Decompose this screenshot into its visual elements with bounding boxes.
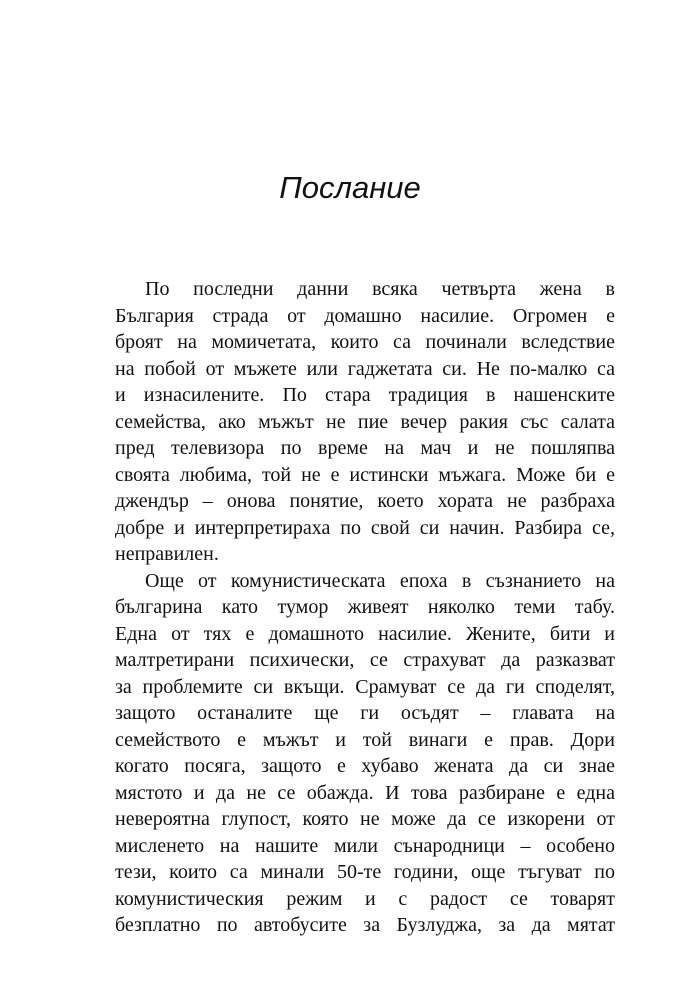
text-line: малтретирани психически, се страхуват да разказват: [115, 649, 615, 671]
text-line: джендър – онова понятие, което хората не разбраха: [115, 490, 615, 512]
text-line: комунистическия режим и с радост се товарят: [115, 887, 615, 910]
text-line: на побой от мъжете или гаджетата си. Не по-малко са: [115, 357, 615, 380]
body-text: [115, 276, 615, 939]
text-line: своята любима, той не е истински мъжага. Може би е: [115, 463, 615, 486]
text-line: Една от тях е домашното насилие. Жените, бити и: [115, 622, 615, 645]
text-line: семейството е мъжът и той винаги е прав. Дори: [115, 728, 615, 751]
paragraph-1: [115, 276, 615, 568]
text-line: защото останалите ще ги осъдят – главата на: [115, 702, 615, 724]
chapter-title: Послание: [279, 170, 421, 205]
text-line: добре и интерпретираха по свой си начин. Разбира се,: [115, 516, 615, 539]
text-line: и изнасилените. По стара традиция в нашенските: [115, 384, 615, 406]
text-line: когато посяга, защото е хубаво жената да си знае: [115, 755, 615, 777]
text-line: невероятна глупост, която не може да се изкорени от: [115, 808, 615, 830]
text-line: България страда от домашно насилие. Огромен е: [115, 304, 615, 327]
text-line: пред телевизора по време на мач и не пошляпва: [115, 437, 615, 459]
text-line: тези, които са минали 50-те години, още тъгуват по: [115, 861, 615, 883]
text-line: мисленето на нашите мили сънародници – особено: [115, 834, 615, 857]
text-line: Още от комунистическата епоха в съзнанието на: [145, 569, 615, 592]
text-line: мястото и да не се обажда. И това разбиране е една: [115, 781, 615, 804]
paragraph-2: [115, 568, 615, 939]
text-line: семейства, ако мъжът не пие вечер ракия със салата: [115, 410, 615, 433]
text-line: българина като тумор живеят няколко теми табу.: [115, 596, 615, 618]
text-line: неправилен.: [115, 543, 219, 565]
text-line: По последни данни всяка четвърта жена в: [145, 278, 615, 300]
text-line: за проблемите си вкъщи. Срамуват се да ги споделят,: [115, 675, 615, 698]
text-line: броят на момичетата, които са починали вследствие: [115, 331, 615, 353]
text-line: безплатно по автобусите за Бузлуджа, за да мятат: [115, 914, 615, 936]
